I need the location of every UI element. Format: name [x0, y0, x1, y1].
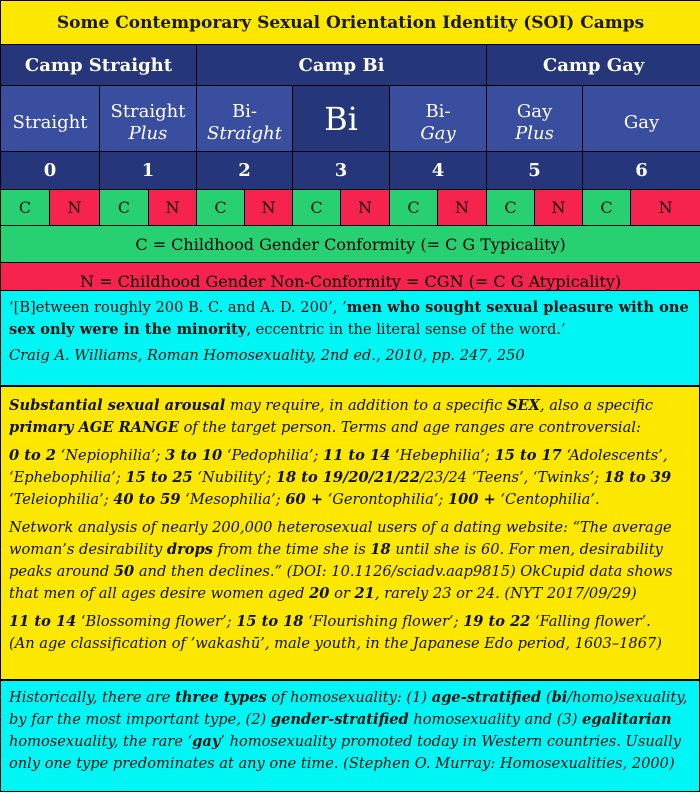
- nonconformity-cell: N: [438, 190, 487, 226]
- japanese-classification: 11 to 14 ‘Blossoming flower’; 15 to 18 ‘Flourishing flower’; 19 to 22 ‘Falling flower’. (An age classification of ’wakashū’, male youth, in the Japanese Edo period, 1603–1867): [9, 613, 662, 652]
- history-text: Historically, there are three types of homosexuality: (1) age-stratified (bi/homo)sexuality, by far the most important type, (2) gender-stratified homosexuality and (3) egalitarian homosexuality, the rare ‘gay’ homosexuality promoted today in Western countries. Usually only one type predominates at any one time. (Stephen O. Murray: Homosexualities, 2000): [9, 689, 688, 772]
- conformity-cell: C: [100, 190, 149, 226]
- category-bi-gay: Bi- Gay: [390, 86, 487, 152]
- history-box: [0, 680, 700, 792]
- scale-number: 2: [197, 152, 293, 190]
- scale-number: 0: [1, 152, 100, 190]
- scale-number: 1: [100, 152, 197, 190]
- nonconformity-cell: N: [149, 190, 197, 226]
- category-gay-plus: Gay Plus: [487, 86, 583, 152]
- category-straight-plus: Straight Plus: [100, 86, 197, 152]
- age-range-terms: 0 to 2 ‘Nepiophilia’; 3 to 10 ‘Pedophilia’; 11 to 14 ‘Hebephilia’; 15 to 17 ‘Adolescents’, ‘Ephebophilia’; 15 to 25 ‘Nubility’; 18 to 19/20/21/22/23/24 ‘Teens’, ‘Twinks’; 18 to 39 ‘Teleiophilia’; 40 to 59 ‘Mesophilia’; 60 + ‘Gerontophilia’; 100 + ‘Centophilia’.: [9, 447, 672, 508]
- roman-quote-source: Craig A. Williams, Roman Homosexuality, 2nd ed., 2010, pp. 247, 250: [9, 347, 525, 364]
- camp-straight-header: Camp Straight: [1, 45, 197, 86]
- conformity-cell: C: [293, 190, 341, 226]
- conformity-cell: C: [197, 190, 245, 226]
- legend-conformity: C = Childhood Gender Conformity (= C G Typicality): [1, 226, 700, 263]
- scale-number: 3: [293, 152, 390, 190]
- conformity-cell: C: [487, 190, 535, 226]
- nonconformity-cell: N: [245, 190, 293, 226]
- scale-number: 5: [487, 152, 583, 190]
- conformity-cell: C: [583, 190, 631, 226]
- age-intro: Substantial sexual arousal may require, in addition to a specific SEX, also a specific primary AGE RANGE of the target person. Terms and age ranges are controversial:: [9, 397, 654, 436]
- scale-number: 4: [390, 152, 487, 190]
- category-bi-straight: Bi- Straight: [197, 86, 293, 152]
- roman-quote-box: [0, 290, 700, 386]
- category-gay: Gay: [583, 86, 700, 152]
- nonconformity-cell: N: [535, 190, 583, 226]
- scale-number: 6: [583, 152, 700, 190]
- category-bi: Bi: [293, 86, 390, 152]
- category-straight: Straight: [1, 86, 100, 152]
- soi-camps-table: [0, 0, 700, 300]
- table-title: Some Contemporary Sexual Orientation Identity (SOI) Camps: [1, 1, 700, 45]
- camp-gay-header: Camp Gay: [487, 45, 700, 86]
- nonconformity-cell: N: [631, 190, 700, 226]
- camp-bi-header: Camp Bi: [197, 45, 487, 86]
- nonconformity-cell: N: [341, 190, 390, 226]
- conformity-cell: C: [1, 190, 50, 226]
- network-analysis-note: Network analysis of nearly 200,000 heterosexual users of a dating website: “The average woman’s desirability drops from the time she is 18 until she is 60. For men, desirability peaks around 50 and then declines.” (DOI: 10.1126/sciadv.aap9815) OkCupid data shows that men of all ages desire women aged 20 or 21, rarely 23 or 24. (NYT 2017/09/29): [9, 519, 673, 602]
- roman-quote: ‘[B]etween roughly 200 B. C. and A. D. 200’, ’men who sought sexual pleasure with one sex only were in the minority, eccentric in the literal sense of the word.’: [9, 299, 689, 338]
- age-range-box: [0, 386, 700, 680]
- legend-nonconformity: N = Childhood Gender Non-Conformity = CGN (= C G Atypicality): [1, 263, 700, 300]
- conformity-cell: C: [390, 190, 438, 226]
- nonconformity-cell: N: [50, 190, 100, 226]
